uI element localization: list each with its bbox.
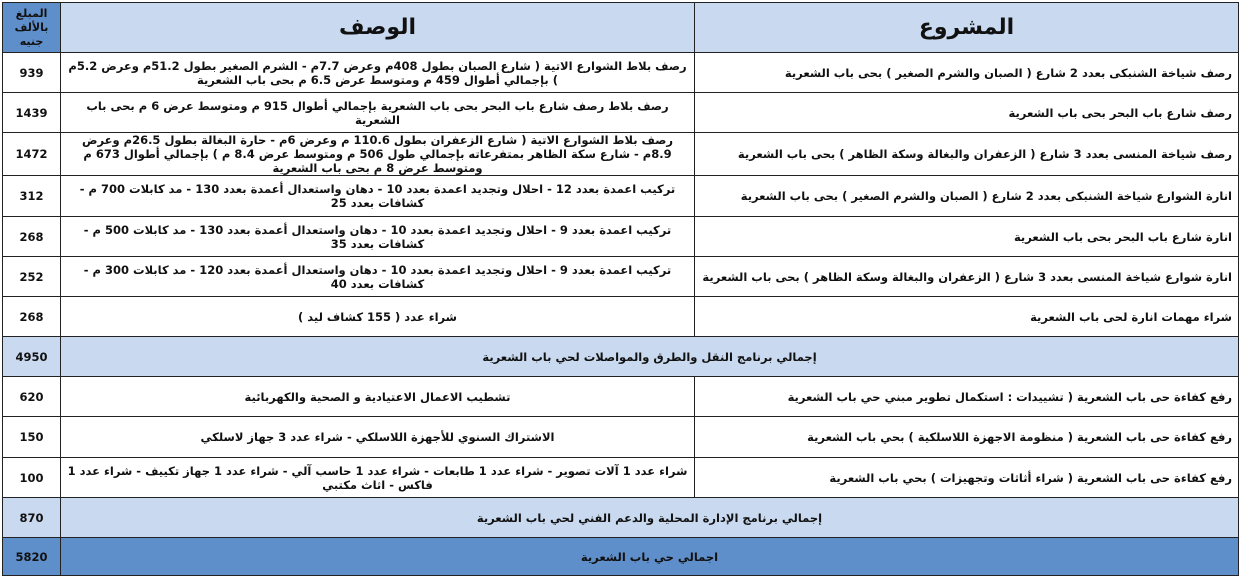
table-row	[3, 417, 1239, 458]
project-cell: رصف شياخة المنسى بعدد 3 شارع ( الزعفران والبغالة وسكة الظاهر ) بحى باب الشعرية	[695, 133, 1239, 176]
project-cell: انارة شوارع شياخة المنسى بعدد 3 شارع ( الزعفران والبغالة وسكة الظاهر ) بحى باب الشعرية	[695, 257, 1239, 297]
project-cell: انارة شارع باب البحر بحى باب الشعرية	[695, 217, 1239, 257]
header-description: الوصف	[61, 3, 695, 53]
subtotal-amount: 4950	[3, 337, 61, 377]
project-cell: رصف شياخة الشنبكى بعدد 2 شارع ( الصبان والشرم الصغير ) بحى باب الشعرية	[695, 53, 1239, 93]
description-cell: تركيب اعمدة بعدد 9 - احلال وتجديد اعمدة بعدد 10 - دهان واستعدال أعمدة بعدد 130 - مد كابلات 500 م - كشافات بعدد 35	[61, 217, 695, 257]
table-row	[3, 217, 1239, 257]
header-amount: المبلغ بالألف جنيه	[3, 3, 61, 53]
table-row	[3, 257, 1239, 297]
amount-cell: 620	[3, 377, 61, 417]
table-row	[3, 377, 1239, 417]
total-amount: 5820	[3, 538, 61, 576]
table-row	[3, 176, 1239, 217]
subtotal-label: إجمالي برنامج النقل والطرق والمواصلات لحي باب الشعرية	[61, 337, 1239, 377]
subtotal-row-transport	[3, 337, 1239, 377]
project-cell: رفع كفاءة حى باب الشعرية ( تشييدات : استكمال تطوير مبني حي باب الشعرية	[695, 377, 1239, 417]
amount-cell: 150	[3, 417, 61, 458]
total-label: اجمالي حي باب الشعرية	[61, 538, 1239, 576]
amount-cell: 268	[3, 217, 61, 257]
amount-cell: 1472	[3, 133, 61, 176]
subtotal-amount: 870	[3, 498, 61, 538]
project-cell: انارة الشوارع شياخة الشنبكى بعدد 2 شارع ( الصبان والشرم الصغير ) بحى باب الشعرية	[695, 176, 1239, 217]
table-row	[3, 458, 1239, 498]
project-cell: رفع كفاءة حى باب الشعرية ( منظومة الاجهزة اللاسلكية ) بحي باب الشعرية	[695, 417, 1239, 458]
description-cell: شراء عدد 1 آلات تصوير - شراء عدد 1 طابعات - شراء عدد 1 حاسب آلي - شراء عدد 1 جهاز تكييف - شراء عدد 1 فاكس - اثاث مكتبي	[61, 458, 695, 498]
total-row	[3, 538, 1239, 576]
header-row	[3, 3, 1239, 53]
subtotal-label: إجمالي برنامج الإدارة المحلية والدعم الفني لحي باب الشعرية	[61, 498, 1239, 538]
description-cell: تركيب اعمدة بعدد 12 - احلال وتجديد اعمدة بعدد 10 - دهان واستعدال أعمدة بعدد 130 - مد كابلات 700 م - كشافات بعدد 25	[61, 176, 695, 217]
table-row	[3, 133, 1239, 176]
header-project: المشروع	[695, 3, 1239, 53]
project-cell: رصف شارع باب البحر بحى باب الشعرية	[695, 93, 1239, 133]
project-cell: شراء مهمات انارة لحى باب الشعرية	[695, 297, 1239, 337]
amount-cell: 268	[3, 297, 61, 337]
amount-cell: 100	[3, 458, 61, 498]
table-row	[3, 297, 1239, 337]
description-cell: رصف بلاط الشوارع الاتية ( شارع الزعفران بطول 110.6 م وعرض 6م - حارة البغالة بطول 26.5م وعرض 8.9م - شارع سكة الظاهر بمتفرعاته بإجمالي طول 506 م ومتوسط عرض 8.4 م ) بإجمالي أطوال 673 م ومتوسط عرض 8 م بحى باب الشعرية	[61, 133, 695, 176]
projects-table	[2, 2, 1239, 576]
description-cell: شراء عدد ( 155 كشاف ليد )	[61, 297, 695, 337]
table-row	[3, 53, 1239, 93]
description-cell: الاشتراك السنوي للأجهزة اللاسلكي - شراء عدد 3 جهاز لاسلكي	[61, 417, 695, 458]
description-cell: تشطيب الاعمال الاعتيادية و الصحية والكهربائية	[61, 377, 695, 417]
amount-cell: 1439	[3, 93, 61, 133]
amount-cell: 939	[3, 53, 61, 93]
table-row	[3, 93, 1239, 133]
subtotal-row-local-admin	[3, 498, 1239, 538]
project-cell: رفع كفاءة حى باب الشعرية ( شراء أثاثات وتجهيزات ) بحي باب الشعرية	[695, 458, 1239, 498]
description-cell: رصف بلاط رصف شارع باب البحر بحى باب الشعرية بإجمالي أطوال 915 م ومتوسط عرض 6 م بحى باب الشعرية	[61, 93, 695, 133]
description-cell: تركيب اعمدة بعدد 9 - احلال وتجديد اعمدة بعدد 10 - دهان واستعدال أعمدة بعدد 120 - مد كابلات 300 م - كشافات بعدد 40	[61, 257, 695, 297]
description-cell: رصف بلاط الشوارع الاتية ( شارع الصبان بطول 408م وعرض 7.7م - الشرم الصغير بطول 51.2م وعرض 5.2م ) بإجمالي أطوال 459 م ومتوسط عرض 6.5 م بحى باب الشعرية	[61, 53, 695, 93]
amount-cell: 252	[3, 257, 61, 297]
amount-cell: 312	[3, 176, 61, 217]
